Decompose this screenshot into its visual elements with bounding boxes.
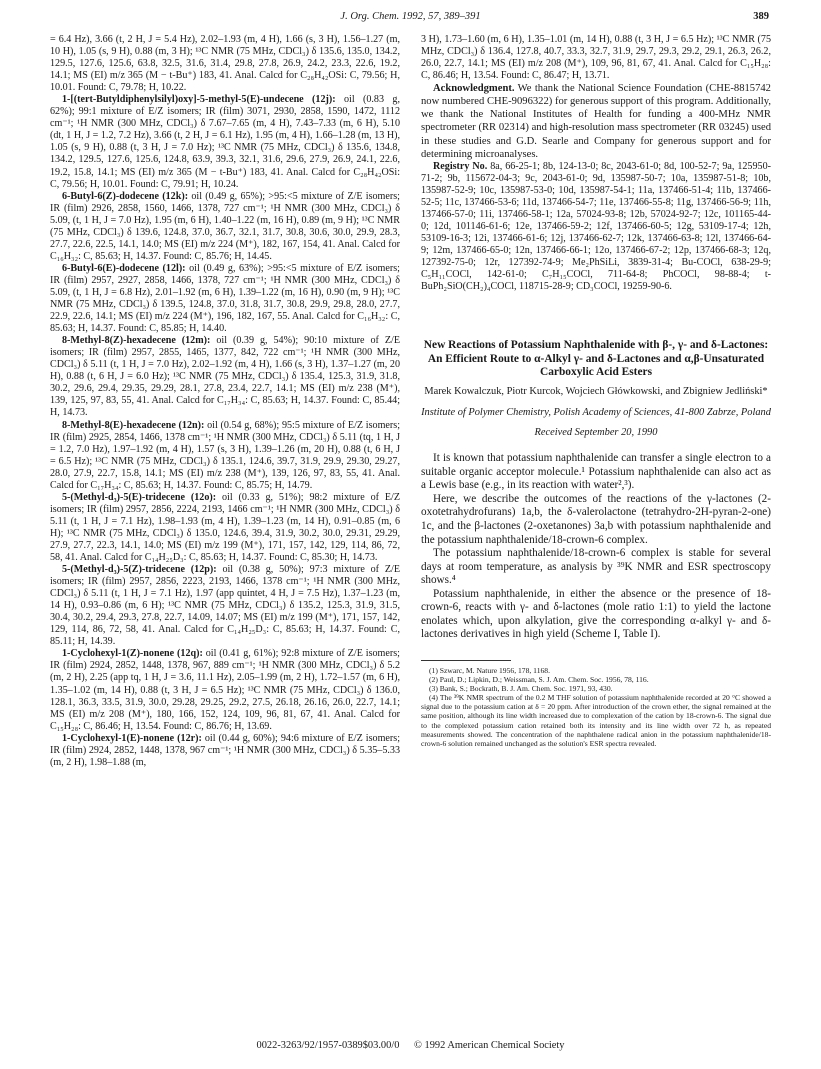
- body-paragraph: Potassium naphthalenide, in either the absence or the presence of 18-crown-6, reacts with γ- and δ-lactones (mole ratio 1:1) to yield the lactone enolates which, upon alkylation, give the corresponding α-alkyl γ- and δ-lactones derivatives in high yield (Scheme I, Table I).: [421, 587, 771, 641]
- footnote: (2) Paul, D.; Lipkin, D.; Weissman, S. J. Am. Chem. Soc. 1956, 78, 116.: [429, 675, 649, 685]
- article-affiliation: Institute of Polymer Chemistry, Polish Academy of Sciences, 41-800 Zabrze, Poland: [421, 406, 771, 418]
- compound-data: oil (0.83 g, 62%); 99:1 mixture of E/Z isomers; IR (film) 3071, 2930, 2858, 1590, 1472, 1112 cm⁻¹; ¹H NMR (300 MHz, CDCl₃) δ 7.67–7.65 (m, 4 H), 7.43–7.33 (m, 6 H), 5.10 (dt, 1 H, J = 1.2, 7.2 Hz), 3.66 (t, 2 H, J = 6.1 Hz), 1.95 (m, 4 H), 1.66–1.28 (m, 13 H), 1.05 (s, 9 H), 0.88 (t, 3 H, J = 7.0 Hz); ¹³C NMR (75 MHz, CDCl₃) δ 135.6, 134.8, 134.2, 129.5, 127.6, 125.6, 124.8, 63.9, 39.3, 32.1, 31.6, 29.6, 27.9, 26.9, 24.1, 22.6, 19.2, 15.8, 14.1; MS (EI) m/z 365 (M − t-Bu⁺) 183, 41. Anal. Calcd for C₂₈H₄₂OSi: C, 79.56; H, 10.01. Found: C, 79.91; H, 10.24.: [50, 94, 400, 190]
- body-paragraph: The potassium naphthalenide/18-crown-6 complex is stable for several days at room temperature, as analysis by ³⁹K NMR and ESR spectroscopy shows.⁴: [421, 547, 771, 587]
- compound-name: 6-Butyl-6(E)-dodecene (12l):: [62, 262, 186, 274]
- compound-entry: [50, 191, 400, 263]
- article-title: New Reactions of Potassium Naphthalenide with β-, γ- and δ-Lactones: An Efficient Route to α-Alkyl γ- and δ-Lactones and α,β-Unsaturated Carboxylic Acid Esters: [423, 339, 769, 379]
- acknowledgment: [421, 82, 771, 161]
- compound-data: oil (0.49 g, 65%); >95:<5 mixture of Z/E isomers; IR (film) 2926, 2858, 1560, 1466, 1378, 727 cm⁻¹; ¹H NMR (300 MHz, CDCl₃) δ 5.09, (t, 1 H, J = 7.0 Hz), 1.95 (m, 6 H), 1.40–1.22 (m, 16 H), 0.89 (m, 9 H); ¹³C NMR (75 MHz, CDCl₃) δ 139.6, 124.8, 37.0, 36.7, 32.1, 31.7, 30.8, 30.6, 30.0, 29.9, 28.3, 27.7, 22.6, 22.5, 14.1, 14.0; MS (EI) m/z 224 (M⁺), 182, 167, 154, 41. Anal. Calcd for C₁₆H₃₂: C, 85.63; H, 14.37. Found: C, 85.76; H, 14.45.: [50, 190, 400, 262]
- compound-entry: [50, 263, 400, 335]
- compound-data: oil (0.54 g, 68%); 95:5 mixture of E/Z isomers; IR (film) 2925, 2854, 1466, 1378 cm⁻¹; ¹H NMR (300 MHz, CDCl₃) δ 5.11 (tq, 1 H, J = 1.2, 7.0 Hz), 1.97–1.92 (m, 4 H), 1.57 (s, 3 H), 1.39–1.26 (m, 20 H), 0.88 (t, 6 H, J = 6.5 Hz); ¹³C NMR (75 MHz, CDCl₃) δ 135.1, 124.6, 39.7, 31.9, 29.9, 29.30, 29.27, 28.0, 27.9, 22.7, 15.8, 14.1; MS (EI) m/z 238 (M⁺), 139, 126, 97, 83, 55, 41. Anal. Calcd for C₁₇H₃₄: C, 85.63; H, 14.37. Found: C, 85.75; H, 14.79.: [50, 419, 401, 491]
- compound-data: oil (0.49 g, 63%); >95:<5 mixture of E/Z isomers; IR (film) 2957, 2927, 2858, 1466, 1378, 727 cm⁻¹; ¹H NMR (300 MHz, CDCl₃) δ 5.09, (t, 1 H, J = 6.8 Hz), 2.01–1.92 (m, 6 H), 1.39–1.22 (m, 16 H), 0.90 (m, 9 H); ¹³C NMR (75 MHz, CDCl₃) δ 139.5, 124.8, 37.0, 31.8, 31.7, 30.8, 29.9, 29.8, 28.0, 27.7, 22.9, 22.6, 14.1; MS (EI) m/z 224 (M⁺), 196, 182, 167, 55. Anal. Calcd for C₁₆H₃₂: C, 85.63; H, 14.37. Found: C, 85.85; H, 14.40.: [50, 262, 400, 335]
- page-number: 389: [753, 11, 769, 22]
- acknowledgment-heading: Acknowledgment.: [433, 83, 515, 95]
- compound-data: oil (0.38 g, 50%); 97:3 mixture of Z/E isomers; IR (film) 2957, 2856, 2223, 2193, 1466, 1378 cm⁻¹; ¹H NMR (300 MHz, CDCl₃) δ 5.11 (t, 1 H, J = 7.1 Hz), 1.97 (app quintet, 4 H, J = 7.5 Hz), 1.37–1.23 (m, 14 H), 0.93–0.86 (m, 6 H); ¹³C NMR (75 MHz, CDCl₃) δ 135.2, 125.3, 31.9, 31.5, 30.4, 30.2, 29.4, 29.3, 27.8, 22.7, 14.09, 14.07; MS (EI) m/z 199 (M⁺), 171, 157, 142, 129, 114, 86, 72, 58, 41. Anal. Calcd for C₁₄H₂₅D₃: C, 85.63; H, 14.37. Found: C, 85.11; H, 14.39.: [50, 564, 400, 648]
- compound-entry: [50, 492, 400, 564]
- footnote: (3) Bank, S.; Bockrath, B. J. Am. Chem. Soc. 1971, 93, 430.: [429, 684, 613, 694]
- footnotes: [421, 666, 771, 748]
- compound-name: 8-Methyl-8(Z)-hexadecene (12m):: [62, 335, 211, 347]
- compound-name: 1-Cyclohexyl-1(Z)-nonene (12q):: [62, 648, 203, 660]
- page-footer: [0, 1040, 821, 1051]
- registry-text: 8a, 66-25-1; 8b, 124-13-0; 8c, 2043-61-0; 8d, 100-52-7; 9a, 125950-71-2; 9b, 115672-04-3; 9c, 2043-61-0; 9d, 135987-50-7; 10a, 135987-51-8; 10b, 135987-52-9; 10c, 135987-53-0; 10d, 135987-54-1; 11a, 137466-51-4; 11b, 137466-52-5; 11c, 137466-53-6; 11d, 137466-54-7; 11e, 137466-55-8; 11g, 137466-56-9; 11h, 137466-57-0; 11i, 137466-58-1; 12a, 57024-93-8; 12b, 57024-92-7; 12c, 101165-44-0; 12d, 101146-61-6; 12e, 137466-59-2; 12f, 137466-60-5; 12g, 53109-17-4; 12h, 53109-16-3; 12i, 137466-61-6; 12j, 137466-62-7; 12k, 137466-63-8; 12l, 137466-64-9; 12m, 137466-65-0; 12n, 137466-66-1; 12o, 137466-67-2; 12p, 137466-68-3; 12q, 127392-75-0; 12r, 127392-74-9; Me₂PhSiLi, 3839-31-4; Bu-COCl, 638-29-9; C₅H₁₁COCl, 142-61-0; C₇H₁₅COCl, 711-64-8; PhCOCl, 98-88-4; t-BuPh₂SiO(CH₂)₄COCl, 118715-28-9; CD₃COCl, 19259-90-6.: [421, 160, 771, 293]
- footnote-divider: [421, 660, 511, 661]
- body-paragraph: It is known that potassium naphthalenide can transfer a single electron to a suitable organic acceptor molecule.¹ Potassium naphthalenide can also act as a Lewis base (e.g., in its reaction with water²,³).: [421, 452, 771, 492]
- compound-data: oil (0.33 g, 51%); 98:2 mixture of E/Z isomers; IR (film) 2957, 2856, 2224, 2193, 1466 cm⁻¹; ¹H NMR (300 MHz, CDCl₃) δ 5.11 (t, 1 H, J = 7.1 Hz), 1.98–1.93 (m, 4 H), 1.39–1.23 (m, 14 H), 0.91–0.85 (m, 6 H); ¹³C NMR (75 MHz, CDCl₃) δ 135.0, 124.6, 39.4, 31.9, 30.2, 30.0, 29.31, 29.29, 27.9, 27.7, 22.3, 14.1, 14.0; MS (EI) m/z 199 (M⁺), 171, 157, 142, 129, 114, 86, 72, 58, 41. Anal. Calcd for C₁₄H₂₅D₃: C, 85.63; H, 14.37. Found: C, 85.30; H, 14.73.: [50, 491, 401, 564]
- article-code: 0022-3263/92/1957-0389$03.00/0: [256, 1040, 400, 1051]
- left-column: [50, 34, 400, 769]
- compound-name: 8-Methyl-8(E)-hexadecene (12n):: [62, 419, 205, 431]
- experimental-continuation: = 6.4 Hz), 3.66 (t, 2 H, J = 5.4 Hz), 2.02–1.93 (m, 4 H), 1.66 (s, 3 H), 1.56–1.27 (m, 10 H), 1.05 (s, 9 H), 0.88 (m, 3 H); ¹³C NMR (75 MHz, CDCl₃) δ 135.6, 135.0, 134.2, 129.5, 127.6, 125.6, 63.8, 32.5, 31.6, 31.4, 29.8, 27.8, 26.9, 24.2, 23.3, 22.6, 19.2, 14.1; MS (EI) m/z 365 (M − t-Bu⁺) 183, 41. Anal. Calcd for C₂₈H₄₂OSi: C, 79.56; H, 10.01. Found: C, 79.78; H, 10.22.: [50, 34, 400, 94]
- footnote: (4) The ³⁹K NMR spectrum of the 0.2 M THF solution of potassium naphthalenide recorded at 20 °C showed a signal due to the potassium cation at δ = 20 ppm. After introduction of the crown ether, the signal remained at the same position, although its line width increased due to complexation of the cation by 18-crown-6. The signal due to the complexed potassium cation retained both its intensity and its line width over 72 h, as repeated measurements showed. The concentration of the naphthalene radical anion in the potassium naphthalenide/18-crown-6 solution remained unchanged as the solution's ESR spectra revealed.: [421, 693, 771, 748]
- compound-data: oil (0.41 g, 61%); 92:8 mixture of Z/E isomers; IR (film) 2924, 2852, 1448, 1378, 967, 889 cm⁻¹; ¹H NMR (300 MHz, CDCl₃) δ 5.2 (m, 2 H), 2.25 (app tq, 1 H, J = 3.6, 11.1 Hz), 2.05–1.99 (m, 2 H), 1.72–1.57 (m, 6 H), 1.35–1.02 (m, 14 H), 0.88 (t, 3 H, J = 6.5 Hz); ¹³C NMR (75 MHz, CDCl₃) δ 136.0, 128.1, 36.3, 33.5, 31.9, 30.0, 29.28, 29.25, 29.2, 27.5, 26.18, 26.16, 26.0, 22.7, 14.1; MS (EI) m/z 208 (M⁺), 180, 166, 152, 124, 109, 96, 81, 67, 41. Anal. Calcd for C₁₅H₂₈: C, 86.46; H, 13.54. Found: C, 86.76; H, 13.69.: [50, 648, 400, 732]
- received-date: Received September 20, 1990: [534, 427, 658, 439]
- compound-entry: [50, 648, 400, 732]
- compound-data: oil (0.44 g, 60%); 94:6 mixture of E/Z isomers; IR (film) 2924, 2852, 1448, 1378, 967 cm⁻¹; ¹H NMR (300 MHz, CDCl₃) δ 5.35–5.33 (m, 2 H), 1.98–1.88 (m,: [50, 732, 401, 768]
- running-header: J. Org. Chem. 1992, 57, 389–391: [340, 11, 481, 22]
- compound-entry: [50, 335, 400, 419]
- compound-name: 6-Butyl-6(Z)-dodecene (12k):: [62, 190, 189, 202]
- article-body: [421, 452, 771, 642]
- body-paragraph: Here, we describe the outcomes of the reactions of the γ-lactones (2-oxotetrahydrofurans) 1a,b, the δ-valerolactone (tetrahydro-2H-pyran-2-one) 1c, and the β-lactones (2-oxetanones) 3a,b with potassium naphthalenide and the potassium naphthalenide/18-crown-6 complex.: [421, 492, 771, 546]
- compound-entry: [50, 733, 400, 769]
- compound-entry: [50, 94, 400, 190]
- compound-name: 1-[(tert-Butyldiphenylsilyl)oxy]-5-methyl-5(E)-undecene (12j):: [62, 94, 336, 106]
- copyright: © 1992 American Chemical Society: [414, 1040, 565, 1051]
- acknowledgment-text: We thank the National Science Foundation (CHE-8815742 now numbered CHE-9096322) for generous support of this program. Additionally, we thank the National Institutes of Health for funding a 400-MHz NMR spectrometer (RR 02314) and high-resolution mass spectrometer (RR 03245) used in these studies and G.D. Searle and Company for generous support and for determining microanalyses.: [421, 83, 771, 160]
- footnote: (1) Szwarc, M. Nature 1956, 178, 1168.: [429, 665, 550, 675]
- right-column: [421, 34, 771, 748]
- compound-name: 1-Cyclohexyl-1(E)-nonene (12r):: [62, 732, 202, 744]
- experimental-continuation: 3 H), 1.73–1.60 (m, 6 H), 1.35–1.01 (m, 14 H), 0.88 (t, 3 H, J = 6.5 Hz); ¹³C NMR (75 MHz, CDCl₃) δ 136.4, 127.8, 40.7, 33.3, 32.7, 31.9, 29.7, 29.3, 29.2, 29.1, 26.3, 26.2, 26.0, 22.7, 14.1; MS (EI) m/z 208 (M⁺), 109, 96, 81, 67, 41. Anal. Calcd for C₁₅H₂₈: C, 86.46; H, 13.54. Found: C, 86.47; H, 13.71.: [421, 34, 771, 82]
- compound-name: 5-(Methyl-d₃)-5(Z)-tridecene (12p):: [62, 564, 217, 576]
- article-authors: Marek Kowalczuk, Piotr Kurcok, Wojciech Główkowski, and Zbigniew Jedliński*: [424, 386, 768, 398]
- registry-numbers: [421, 161, 771, 294]
- compound-entry: [50, 564, 400, 648]
- compound-data: oil (0.39 g, 54%); 90:10 mixture of Z/E isomers; IR (film) 2957, 2855, 1465, 1377, 842, 722 cm⁻¹; ¹H NMR (300 MHz, CDCl₃) δ 5.11 (t, 1 H, J = 7.0 Hz), 2.02–1.92 (m, 4 H), 1.66 (s, 3 H), 1.37–1.27 (m, 20 H), 0.88 (t, 6 H, J = 6.0 Hz); ¹³C NMR (75 MHz, CDCl₃) δ 135.4, 125.3, 31.9, 31.8, 30.2, 29.6, 29.4, 29.35, 29.29, 28.1, 27.8, 23.4, 22.7, 14.1; MS (EI) m/z 238 (M⁺), 139, 125, 97, 83, 55, 41. Anal. Calcd for C₁₇H₃₄: C, 85.63; H, 14.37. Found: C, 85.44; H, 14.73.: [50, 335, 400, 419]
- compound-entry: [50, 420, 400, 492]
- registry-heading: Registry No.: [433, 160, 488, 172]
- compound-name: 5-(Methyl-d₃)-5(E)-tridecene (12o):: [62, 491, 217, 503]
